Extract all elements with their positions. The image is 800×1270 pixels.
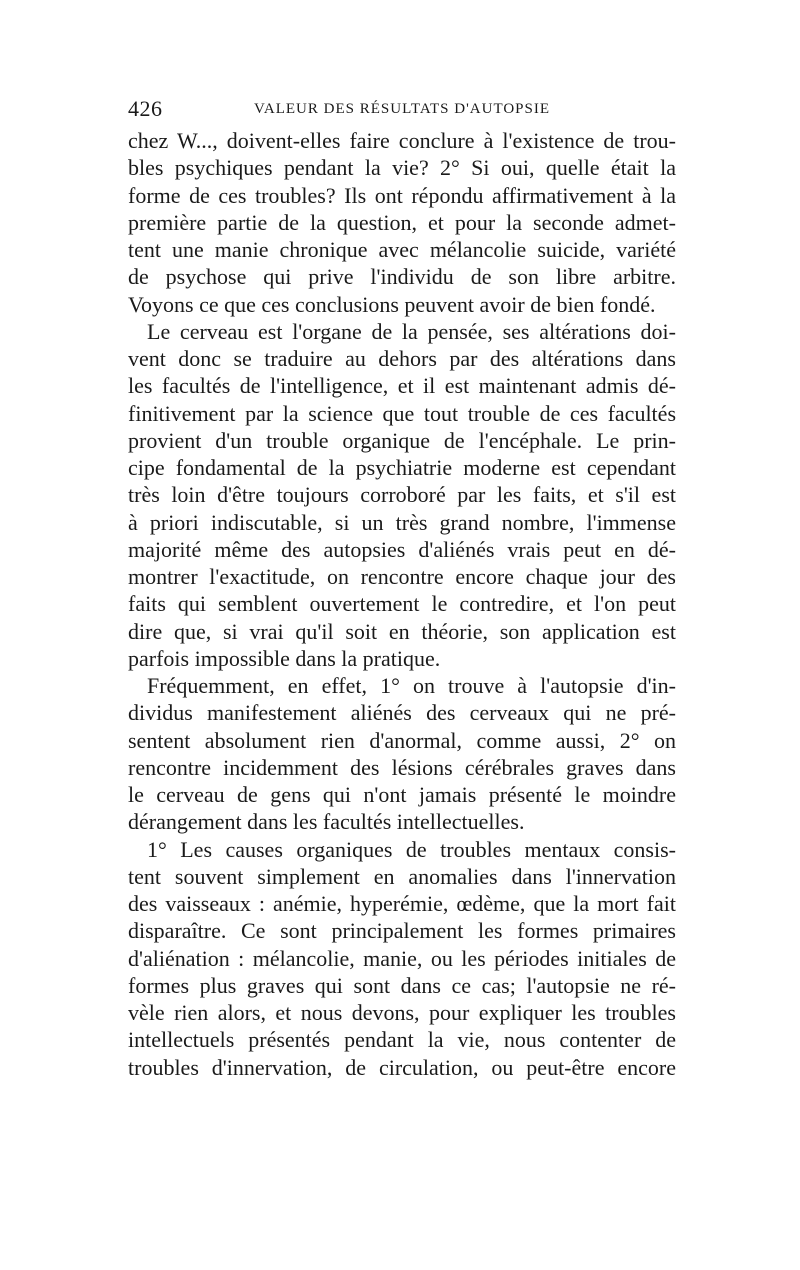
text-line: rencontre incidemment des lésions cérébrales graves dans [128,754,676,780]
text-line: des vaisseaux : anémie, hyperémie, œdème, que la mort fait [128,891,676,916]
text-line: provient d'un trouble organique de l'encéphale. Le prin- [128,427,676,453]
text-line: tent une manie chronique avec mélancolie suicide, variété [128,237,676,262]
text-line: forme de ces troubles? Ils ont répondu affirmativement à la [128,182,676,208]
body-text [128,127,676,1081]
text-line: tent souvent simplement en anomalies dans l'innervation [128,863,676,889]
text-line: vèle rien alors, et nous devons, pour expliquer les troubles [128,1000,676,1025]
text-line: finitivement par la science que tout trouble de ces facultés [128,400,676,426]
text-line: première partie de la question, et pour la seconde admet- [128,209,676,235]
running-header [128,96,676,124]
page-number: 426 [128,96,163,121]
text-line: majorité même des autopsies d'aliénés vrais peut en dé- [128,536,676,562]
text-line: cipe fondamental de la psychiatrie moderne est cependant [128,455,676,480]
text-line: dérangement dans les facultés intellectuelles. [128,809,525,835]
text-line: bles psychiques pendant la vie? 2° Si oui, quelle était la [128,155,676,181]
text-line: Le cerveau est l'organe de la pensée, ses altérations doi- [147,318,676,344]
text-line: vent donc se traduire au dehors par des altérations dans [128,346,676,371]
text-line: formes plus graves qui sont dans ce cas; l'autopsie ne ré- [128,972,676,998]
text-line: 1° Les causes organiques de troubles mentaux consis- [147,836,676,862]
text-line: dire que, si vrai qu'il soit en théorie, son application est [128,618,676,644]
text-line: d'aliénation : mélancolie, manie, ou les périodes initiales de [128,945,676,971]
text-line: dividus manifestement aliénés des cerveaux qui ne pré- [128,700,676,726]
text-line: très loin d'être toujours corroboré par les faits, et s'il est [128,482,676,508]
text-line: de psychose qui prive l'individu de son libre arbitre. [128,264,676,290]
text-line: Fréquemment, en effet, 1° on trouve à l'autopsie d'in- [147,673,676,698]
text-line: Voyons ce que ces conclusions peuvent avoir de bien fondé. [128,291,656,317]
text-line: sentent absolument rien d'anormal, comme aussi, 2° on [128,727,676,753]
text-line: montrer l'exactitude, on rencontre encore chaque jour des [128,564,676,589]
text-line: les facultés de l'intelligence, et il est maintenant admis dé- [128,373,676,399]
text-line: chez W..., doivent-elles faire conclure à l'existence de trou- [128,128,676,153]
text-line: parfois impossible dans la pratique. [128,645,441,671]
text-line: faits qui semblent ouvertement le contredire, et l'on peut [128,591,676,617]
text-line: troubles d'innervation, de circulation, ou peut-être encore [128,1054,676,1080]
text-line: le cerveau de gens qui n'ont jamais présenté le moindre [128,782,676,807]
text-line: intellectuels présentés pendant la vie, nous contenter de [128,1027,676,1053]
text-line: disparaître. Ce sont principalement les formes primaires [128,918,676,944]
text-line: à priori indiscutable, si un très grand nombre, l'immense [128,509,676,535]
running-title: VALEUR DES RÉSULTATS D'AUTOPSIE [254,101,551,117]
